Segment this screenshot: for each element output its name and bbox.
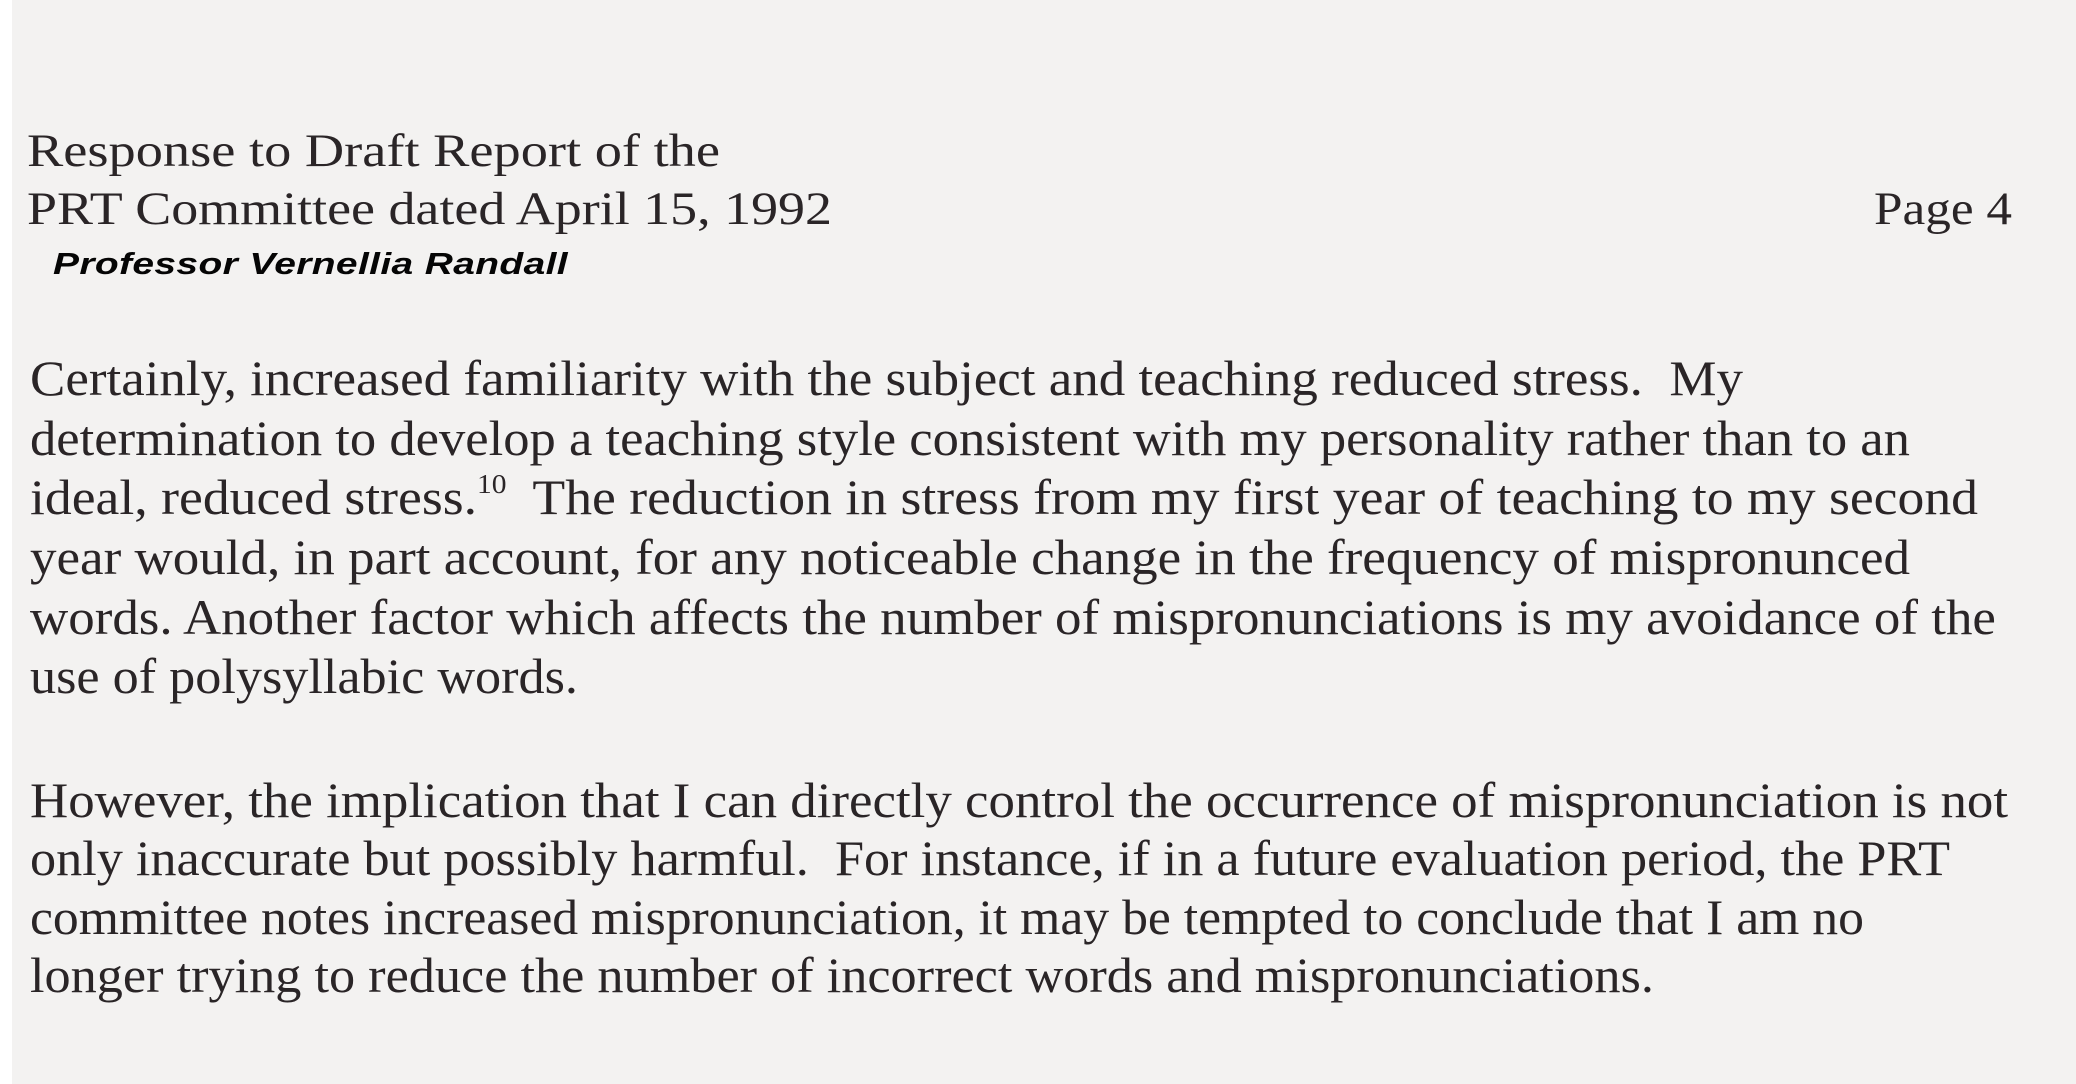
paragraph-line: longer trying to reduce the number of incorrect words and mispronunciations. (30, 947, 1654, 1003)
author-name: Professor Vernellia Randall (53, 246, 569, 281)
paragraph-line: determination to develop a teaching style consistent with my personality rather than to an (30, 410, 1910, 466)
paragraph-line: use of polysyllabic words. (30, 648, 578, 704)
paragraph-line: However, the implication that I can directly control the occurrence of mispronunciation is not (30, 772, 2009, 828)
page-number: Page 4 (1874, 183, 2012, 235)
footnote-reference[interactable]: 10 (477, 468, 507, 500)
header-title-line-1: Response to Draft Report of the (27, 125, 721, 177)
paragraph-text: The reduction in stress from my first year of teaching to my second (506, 469, 1979, 525)
paragraph-line: year would, in part account, for any noticeable change in the frequency of mispronunced (30, 529, 1911, 585)
paragraph-line: committee notes increased mispronunciation, it may be tempted to conclude that I am no (30, 889, 1864, 945)
paragraph-text: ideal, reduced stress. (30, 469, 478, 525)
paragraph-line: Certainly, increased familiarity with the subject and teaching reduced stress. My (30, 350, 1743, 406)
paragraph-line: only inaccurate but possibly harmful. For instance, if in a future evaluation period, the PRT (30, 830, 1951, 886)
document-page (12, 0, 2076, 1084)
header-title-line-2: PRT Committee dated April 15, 1992 (27, 183, 833, 235)
paragraph-line: words. Another factor which affects the number of mispronunciations is my avoidance of the (30, 589, 1996, 645)
paragraph-line (30, 468, 1979, 525)
